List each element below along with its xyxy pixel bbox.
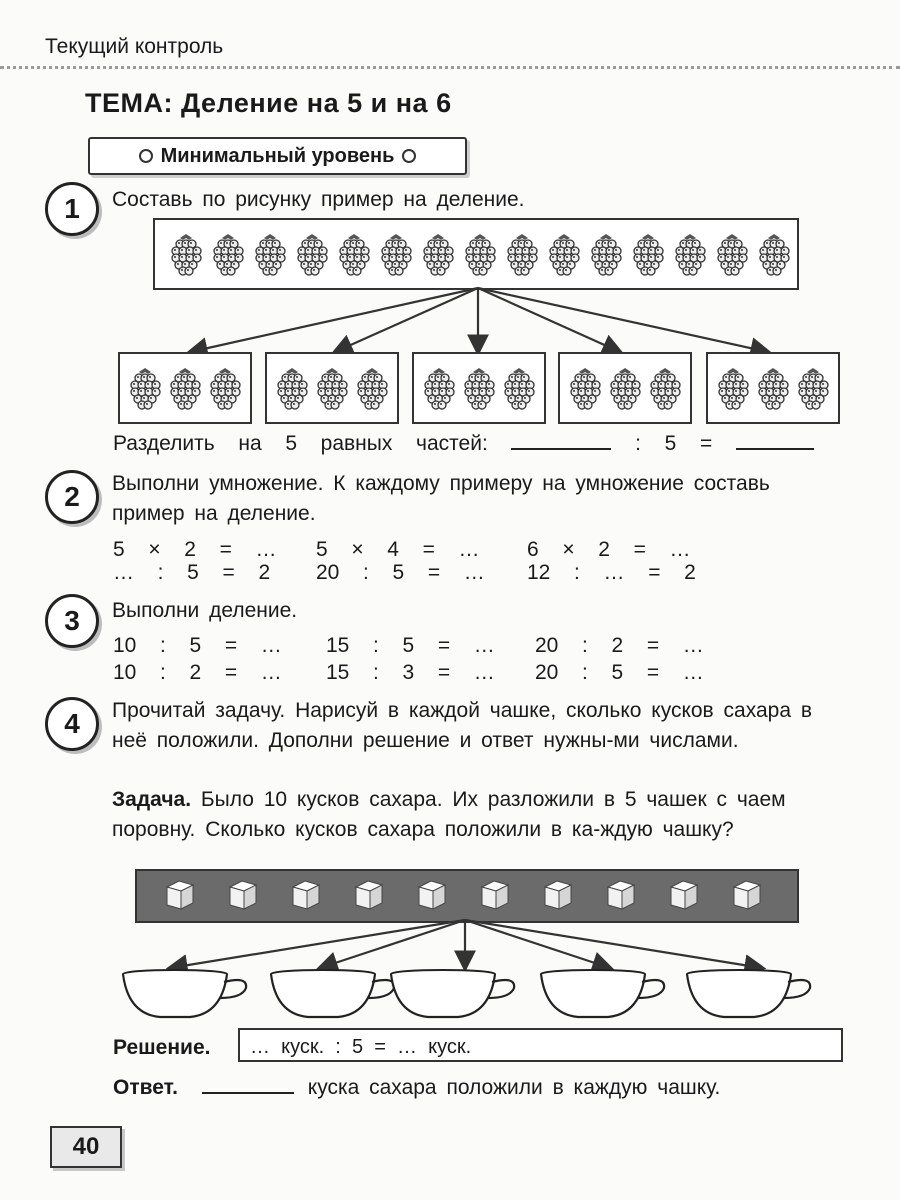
task1-equation: [113, 432, 814, 456]
cup-arrows: [150, 916, 790, 974]
arrow: [478, 288, 768, 352]
task2-text: Выполни умножение. К каждому примеру на умножение составь пример на деление.: [112, 472, 770, 525]
raspberry-icon: [167, 232, 205, 281]
topic-title: ТЕМА: Деление на 5 и на 6: [85, 88, 452, 118]
task1-equation-label: Разделить на 5 равных частей:: [113, 432, 488, 455]
raspberry-icon: [587, 232, 625, 281]
bullet-icon: [139, 149, 153, 163]
raspberry-icon: [166, 366, 204, 415]
teacup-icon[interactable]: [120, 968, 255, 1025]
arrow: [465, 920, 762, 968]
solution-label: Решение.: [113, 1036, 211, 1059]
teacup-icon[interactable]: [268, 968, 403, 1025]
task3-text: Выполни деление.: [112, 599, 298, 622]
raspberry-icon: [714, 366, 752, 415]
arrow: [170, 920, 465, 968]
task-number-2: 2: [45, 470, 99, 524]
berry-row: [155, 220, 797, 281]
task2-row-1-col-2: 5 × 4 = …: [316, 538, 480, 561]
raspberry-icon: [419, 232, 457, 281]
sugar-cube-icon: [478, 879, 512, 911]
task3-row-2-col-2: 15 : 3 = …: [326, 661, 495, 684]
task2-row-1-col-3: 6 × 2 = …: [527, 538, 691, 561]
problem-text: Было 10 кусков сахара. Их разложили в 5 чашек с чаем поровну. Сколько кусков сахара положили в ка-ждую чашку?: [112, 788, 786, 841]
arrow: [465, 920, 610, 968]
answer-blank[interactable]: [736, 444, 814, 450]
raspberry-icon: [460, 366, 498, 415]
arrow: [320, 920, 465, 968]
sugar-cube-icon: [289, 879, 323, 911]
header-divider: [0, 66, 900, 69]
berry-group: [706, 352, 840, 424]
raspberry-icon: [755, 232, 793, 281]
sugar-cube-icon: [415, 879, 449, 911]
raspberry-icon: [671, 232, 709, 281]
raspberry-icon: [754, 366, 792, 415]
berry-group: [412, 352, 546, 424]
raspberry-icon: [313, 366, 351, 415]
section-title: Текущий контроль: [45, 35, 224, 58]
task3-row-1-col-1: 10 : 5 = …: [113, 634, 282, 657]
sugar-cube-icon: [541, 879, 575, 911]
raspberry-icon: [206, 366, 244, 415]
berry-group: [558, 352, 692, 424]
task3-row-1-col-2: 15 : 5 = …: [326, 634, 495, 657]
level-label: Минимальный уровень: [160, 144, 395, 167]
raspberry-icon: [500, 366, 538, 415]
sugar-cube-icon: [163, 879, 197, 911]
sugar-band: [135, 869, 799, 923]
arrow: [190, 288, 478, 352]
task1-equation-mid: : 5 =: [635, 432, 713, 455]
raspberry-icon: [566, 366, 604, 415]
task2-row-2-col-1: … : 5 = 2: [113, 561, 271, 584]
teacup-icon[interactable]: [538, 968, 673, 1025]
task1-text: Составь по рисунку пример на деление.: [112, 188, 525, 211]
arrow: [335, 288, 478, 352]
task-number-3: 3: [45, 594, 99, 648]
raspberry-icon: [606, 366, 644, 415]
teacup-icon[interactable]: [388, 968, 523, 1025]
berry-group: [265, 352, 399, 424]
raspberry-icon: [794, 366, 832, 415]
raspberry-icon: [461, 232, 499, 281]
answer-text: куска сахара положили в каждую чашку.: [307, 1076, 721, 1099]
task-number-1: 1: [45, 182, 99, 236]
berry-band: [153, 218, 799, 290]
division-arrows: [150, 284, 810, 356]
sugar-cube-icon: [226, 879, 260, 911]
raspberry-icon: [713, 232, 751, 281]
raspberry-icon: [293, 232, 331, 281]
answer-blank[interactable]: [511, 444, 611, 450]
teacup-icon[interactable]: [684, 968, 819, 1025]
task3-row-2-col-3: 20 : 5 = …: [535, 661, 704, 684]
task2-row-1-col-1: 5 × 2 = …: [113, 538, 277, 561]
bullet-icon: [402, 149, 416, 163]
sugar-cube-icon: [352, 879, 386, 911]
answer-blank[interactable]: [202, 1088, 294, 1094]
task4-text: Прочитай задачу. Нарисуй в каждой чашке, сколько кусков сахара в неё положили. Дополни решение и ответ нужны-ми числами.: [112, 699, 813, 752]
cube-row: [137, 871, 797, 911]
raspberry-icon: [420, 366, 458, 415]
raspberry-icon: [503, 232, 541, 281]
raspberry-icon: [335, 232, 373, 281]
task-number-4: 4: [45, 697, 99, 751]
raspberry-icon: [377, 232, 415, 281]
problem-label: Задача.: [112, 788, 192, 811]
raspberry-icon: [209, 232, 247, 281]
task3-row-2-col-1: 10 : 2 = …: [113, 661, 282, 684]
raspberry-icon: [545, 232, 583, 281]
berry-group: [118, 352, 252, 424]
task2-row-2-col-2: 20 : 5 = …: [316, 561, 485, 584]
sugar-cube-icon: [730, 879, 764, 911]
answer-line: [113, 1073, 853, 1103]
raspberry-icon: [646, 366, 684, 415]
page-number: 40: [50, 1126, 122, 1168]
task3-row-1-col-3: 20 : 2 = …: [535, 634, 704, 657]
raspberry-icon: [629, 232, 667, 281]
raspberry-icon: [126, 366, 164, 415]
raspberry-icon: [353, 366, 391, 415]
sugar-cube-icon: [604, 879, 638, 911]
raspberry-icon: [273, 366, 311, 415]
level-badge: [88, 137, 467, 175]
arrow: [478, 288, 620, 352]
task4-problem: [112, 785, 852, 845]
solution-box[interactable]: … куск. : 5 = … куск.: [238, 1028, 843, 1062]
answer-label: Ответ.: [113, 1076, 178, 1099]
raspberry-icon: [251, 232, 289, 281]
task2-row-2-col-3: 12 : … = 2: [527, 561, 696, 584]
sugar-cube-icon: [667, 879, 701, 911]
